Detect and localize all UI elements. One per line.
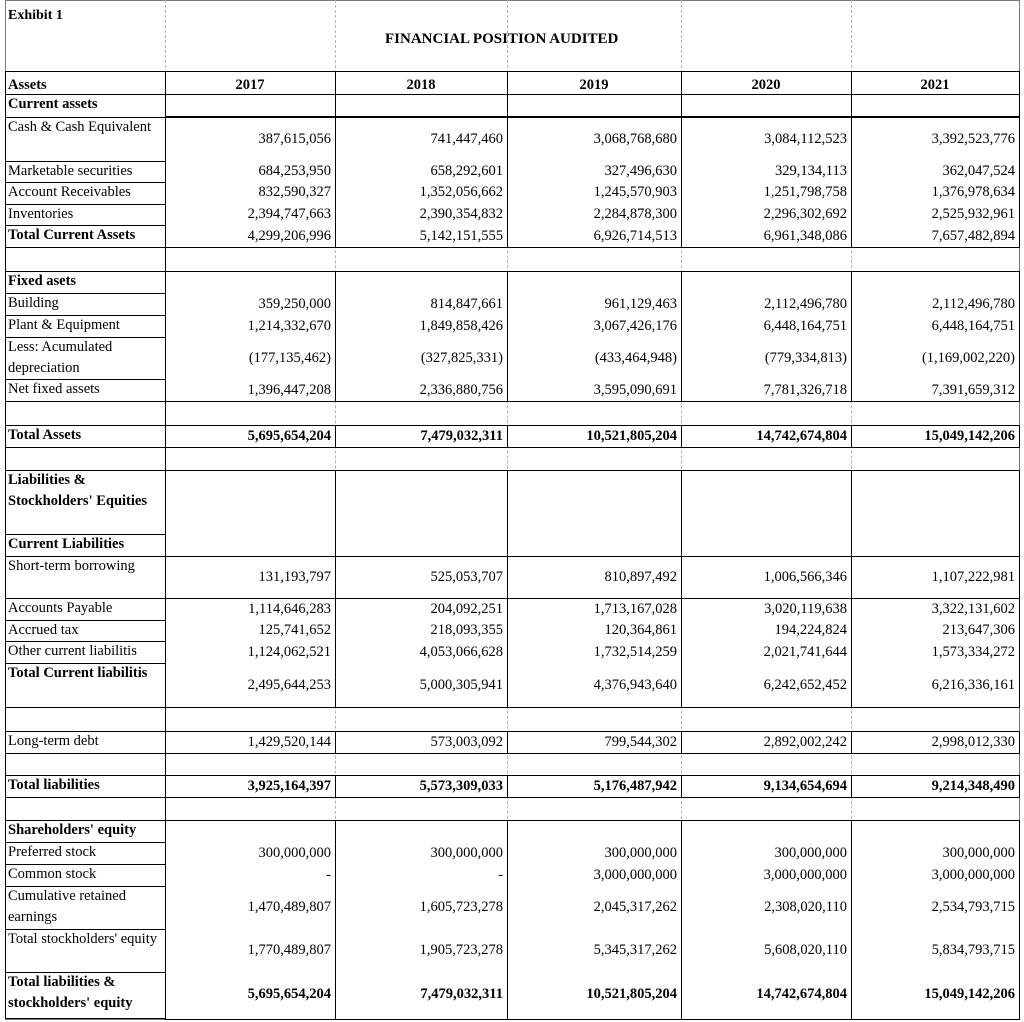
row-label: Total stockholders' equity: [8, 931, 157, 947]
value-cell: 2,336,880,756: [419, 382, 503, 398]
year-header-2017: 2017: [235, 77, 265, 93]
row-label: Accrued tax: [8, 622, 79, 638]
value-cell: 3,020,119,638: [764, 601, 847, 617]
cell-box-2-5: [507, 470, 682, 557]
value-cell: 5,176,487,942: [593, 778, 677, 794]
value-cell: 1,114,646,283: [248, 601, 331, 617]
cell-box-0-1: [165, 94, 336, 117]
label-row-line-14: [5, 447, 166, 448]
row-label: Cash & Cash Equivalent: [8, 119, 151, 135]
value-cell: (779,334,813): [764, 350, 847, 366]
value-cell: 10,521,805,204: [586, 986, 677, 1002]
label-row-line-26: [5, 797, 166, 798]
value-cell: 3,392,523,776: [931, 131, 1015, 147]
row-label: Fixed asets: [8, 273, 77, 289]
value-cell: 1,849,858,426: [419, 318, 503, 334]
value-cell: 2,021,741,644: [763, 644, 847, 660]
value-cell: 799,544,302: [604, 734, 677, 750]
value-cell: 1,251,798,758: [763, 184, 847, 200]
row-label: Total liabilities & stockholders' equity: [8, 974, 133, 1011]
value-cell: 1,732,514,259: [593, 644, 677, 660]
value-cell: 961,129,463: [604, 296, 677, 312]
value-cell: 300,000,000: [942, 845, 1015, 861]
value-cell: 814,847,661: [430, 296, 503, 312]
value-cell: 3,084,112,523: [764, 131, 847, 147]
value-cell: 2,284,878,300: [593, 206, 677, 222]
value-cell: 5,345,317,262: [593, 942, 677, 958]
value-cell: 1,107,222,981: [931, 569, 1015, 585]
value-cell: 1,006,566,346: [763, 569, 847, 585]
value-cell: 359,250,000: [258, 296, 331, 312]
row-label: Long-term debt: [8, 733, 99, 749]
value-cell: 3,000,000,000: [763, 867, 847, 883]
value-cell: 2,495,644,253: [247, 677, 331, 693]
value-cell: 4,053,066,628: [419, 644, 503, 660]
value-cell: 684,253,950: [258, 163, 331, 179]
row-label: Cumulative retained earnings: [8, 888, 126, 925]
value-cell: 6,448,164,751: [763, 318, 847, 334]
value-cell: 1,396,447,208: [247, 382, 331, 398]
value-cell: 15,049,142,206: [924, 428, 1015, 444]
cell-box-1-5: [335, 470, 508, 557]
value-cell: 810,897,492: [604, 569, 677, 585]
row-label: Inventories: [8, 206, 74, 222]
value-cell: 300,000,000: [258, 845, 331, 861]
value-cell: 7,479,032,311: [420, 428, 503, 444]
label-row-line-6: [5, 247, 166, 248]
value-cell: 7,657,482,894: [931, 228, 1015, 244]
value-cell: 4,299,206,996: [247, 228, 331, 244]
year-header-2021: 2021: [920, 77, 950, 93]
value-cell: 573,003,092: [430, 734, 503, 750]
cell-box-3-5: [681, 470, 852, 557]
value-cell: 3,000,000,000: [931, 867, 1015, 883]
value-cell: 2,525,932,961: [931, 206, 1015, 222]
cell-box-3-1: [681, 94, 852, 117]
value-cell: 300,000,000: [430, 845, 503, 861]
label-row-line-12: [5, 401, 166, 402]
value-cell: 832,590,327: [258, 184, 331, 200]
assets-column-header: Assets: [8, 77, 47, 93]
row-label: Current assets: [8, 96, 98, 112]
cell-box-4-5: [851, 470, 1020, 557]
label-row-line-7: [5, 271, 166, 272]
label-row-line-5: [5, 225, 166, 226]
financial-position-sheet: [5, 0, 1020, 1020]
value-cell: 741,447,460: [430, 131, 503, 147]
value-cell: 3,322,131,602: [931, 601, 1015, 617]
cell-box-4-1: [851, 94, 1020, 117]
year-header-2018: 2018: [406, 77, 436, 93]
value-cell: 300,000,000: [774, 845, 847, 861]
value-cell: (433,464,948): [594, 350, 677, 366]
row-label: Other current liabilitis: [8, 643, 137, 659]
value-cell: 1,770,489,807: [247, 942, 331, 958]
label-row-line-3: [5, 182, 166, 183]
value-cell: 14,742,674,804: [756, 428, 847, 444]
row-label: Liabilities & Stockholders' Equities: [8, 472, 147, 509]
value-cell: (327,825,331): [420, 350, 503, 366]
value-cell: 1,905,723,278: [419, 942, 503, 958]
label-row-line-13: [5, 425, 166, 426]
value-cell: 10,521,805,204: [586, 428, 677, 444]
value-cell: 329,134,113: [775, 163, 847, 179]
value-cell: 327,496,630: [604, 163, 677, 179]
cell-box-0-5: [165, 470, 336, 557]
value-cell: 5,000,305,941: [419, 677, 503, 693]
value-cell: 218,093,355: [430, 622, 503, 638]
value-cell: 387,615,056: [258, 131, 331, 147]
value-cell: 3,925,164,397: [247, 778, 331, 794]
value-cell: 2,112,496,780: [932, 296, 1015, 312]
value-cell: 1,124,062,521: [247, 644, 331, 660]
value-cell: 6,242,652,452: [763, 677, 847, 693]
value-cell: 6,961,348,086: [763, 228, 847, 244]
value-cell: 2,394,747,663: [247, 206, 331, 222]
value-cell: 2,308,020,110: [764, 899, 847, 915]
value-cell: 1,429,520,144: [247, 734, 331, 750]
label-row-line-29: [5, 864, 166, 865]
label-row-line-11: [5, 379, 166, 380]
value-cell: 2,390,354,832: [419, 206, 503, 222]
label-row-line-20: [5, 641, 166, 642]
value-cell: 131,193,797: [258, 569, 331, 585]
row-label: Less: Acumulated depreciation: [8, 339, 113, 376]
value-cell: 125,741,652: [258, 622, 331, 638]
value-cell: 362,047,524: [942, 163, 1015, 179]
label-row-line-28: [5, 842, 166, 843]
value-cell: 7,391,659,312: [931, 382, 1015, 398]
value-cell: 3,068,768,680: [593, 131, 677, 147]
value-cell: 9,214,348,490: [931, 778, 1015, 794]
value-cell: 1,376,978,634: [931, 184, 1015, 200]
value-cell: (177,135,462): [248, 350, 331, 366]
label-row-line-0: [5, 94, 166, 95]
row-label: Plant & Equipment: [8, 317, 120, 333]
value-cell: -: [326, 867, 331, 883]
label-row-line-16: [5, 534, 166, 535]
row-label: Total Current liabilitis: [8, 665, 148, 681]
value-cell: 5,608,020,110: [764, 942, 847, 958]
row-label: Current Liabilities: [8, 536, 125, 552]
label-row-line-19: [5, 620, 166, 621]
row-label: Marketable securities: [8, 163, 133, 179]
value-cell: 6,216,336,161: [931, 677, 1015, 693]
value-cell: 1,352,056,662: [419, 184, 503, 200]
row-label: Preferred stock: [8, 844, 97, 860]
value-cell: 7,479,032,311: [420, 986, 503, 1002]
value-cell: -: [498, 867, 503, 883]
value-cell: 2,045,317,262: [593, 899, 677, 915]
value-cell: 658,292,601: [430, 163, 503, 179]
row-label: Building: [8, 295, 59, 311]
cell-box-1-1: [335, 94, 508, 117]
year-header-2020: 2020: [751, 77, 781, 93]
value-cell: 2,998,012,330: [931, 734, 1015, 750]
value-cell: 2,892,002,242: [763, 734, 847, 750]
value-cell: 1,605,723,278: [419, 899, 503, 915]
value-cell: 1,245,570,903: [593, 184, 677, 200]
value-cell: 5,695,654,204: [247, 986, 331, 1002]
value-cell: 525,053,707: [430, 569, 503, 585]
value-cell: 1,470,489,807: [247, 899, 331, 915]
value-cell: 9,134,654,694: [763, 778, 847, 794]
value-cell: 1,573,334,272: [931, 644, 1015, 660]
value-cell: 204,092,251: [430, 601, 503, 617]
value-cell: 1,214,332,670: [247, 318, 331, 334]
sheet-title: FINANCIAL POSITION AUDITED: [385, 31, 619, 47]
row-label: Accounts Payable: [8, 600, 113, 616]
value-cell: 5,695,654,204: [247, 428, 331, 444]
label-row-line-23: [5, 731, 166, 732]
row-label: Account Receivables: [8, 184, 131, 200]
value-cell: 1,713,167,028: [593, 601, 677, 617]
label-row-line-24: [5, 753, 166, 754]
label-row-line-18: [5, 598, 166, 599]
value-cell: 15,049,142,206: [924, 986, 1015, 1002]
year-header-2019: 2019: [579, 77, 609, 93]
label-row-line-9: [5, 315, 166, 316]
exhibit-label: Exhibit 1: [8, 8, 63, 23]
value-cell: 120,364,861: [604, 622, 677, 638]
value-cell: 2,296,302,692: [763, 206, 847, 222]
row-label: Total Assets: [8, 427, 82, 443]
label-row-line-8: [5, 293, 166, 294]
value-cell: 4,376,943,640: [593, 677, 677, 693]
label-row-line-25: [5, 775, 166, 776]
row-label: Total liabilities: [8, 777, 100, 793]
value-cell: 5,142,151,555: [419, 228, 503, 244]
value-cell: 300,000,000: [604, 845, 677, 861]
value-cell: 3,067,426,176: [593, 318, 677, 334]
value-cell: 2,534,793,715: [931, 899, 1015, 915]
value-cell: 6,926,714,513: [593, 228, 677, 244]
cell-box-2-1: [507, 94, 682, 117]
value-cell: 14,742,674,804: [756, 986, 847, 1002]
value-cell: 5,834,793,715: [931, 942, 1015, 958]
value-cell: 5,573,309,033: [419, 778, 503, 794]
row-label: Total Current Assets: [8, 227, 136, 243]
value-cell: 7,781,326,718: [763, 382, 847, 398]
value-cell: 2,112,496,780: [764, 296, 847, 312]
label-row-line-22: [5, 707, 166, 708]
value-cell: 194,224,824: [774, 622, 847, 638]
value-cell: 6,448,164,751: [931, 318, 1015, 334]
row-label: Short-term borrowing: [8, 558, 135, 574]
label-row-line-27: [5, 820, 166, 821]
row-label: Common stock: [8, 866, 97, 882]
value-cell: (1,169,002,220): [921, 350, 1015, 366]
value-cell: 3,000,000,000: [593, 867, 677, 883]
value-cell: 3,595,090,691: [593, 382, 677, 398]
value-cell: 213,647,306: [942, 622, 1015, 638]
row-label: Net fixed assets: [8, 381, 100, 397]
row-label: Shareholders' equity: [8, 822, 137, 838]
label-row-line-2: [5, 161, 166, 162]
label-row-line-4: [5, 204, 166, 205]
